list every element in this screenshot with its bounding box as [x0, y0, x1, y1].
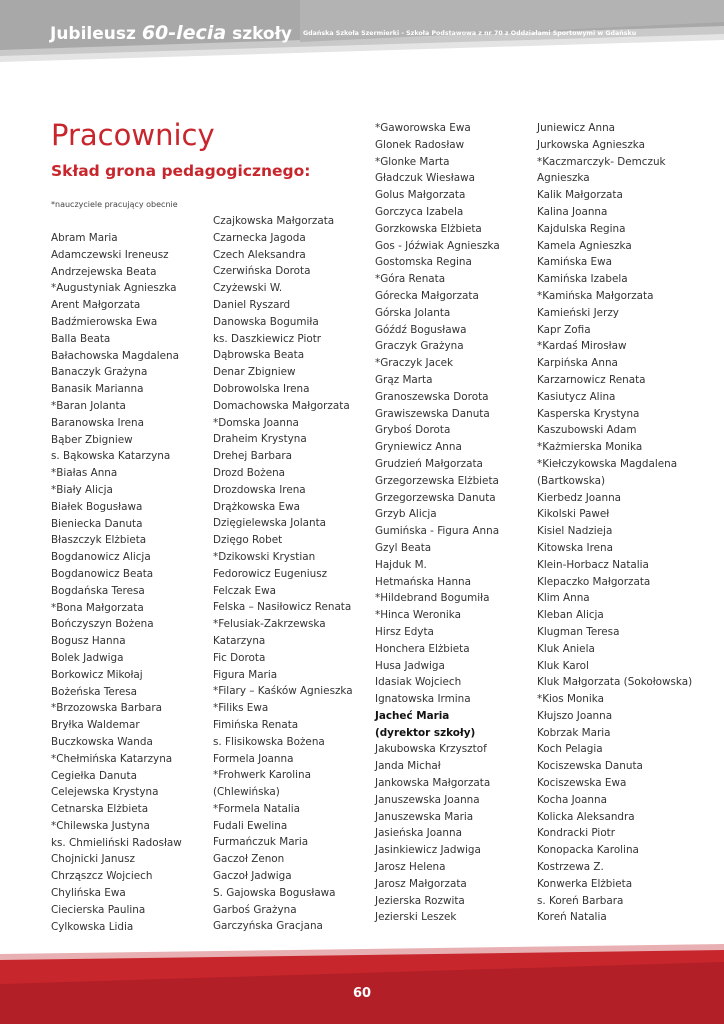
staff-name: Garczyńska Gracjana [213, 920, 323, 933]
staff-name: Draheim Krystyna [213, 433, 307, 446]
staff-name: *Kamińska Małgorzata [537, 289, 654, 302]
staff-name: *Graczyk Jacek [375, 357, 454, 370]
staff-name: Konopacka Karolina [537, 844, 639, 857]
staff-name: Kostrzewa Z. [537, 861, 604, 874]
staff-name: Kisiel Nadzieja [537, 525, 613, 538]
staff-name: Kobrzak Maria [537, 726, 611, 739]
staff-name: Grudzień Małgorzata [375, 457, 483, 470]
staff-name: *Kaczmarczyk- Demczuk [537, 155, 666, 168]
staff-name: Dąbrowska Beata [213, 349, 305, 362]
staff-name: *Hildebrand Bogumiła [375, 592, 490, 605]
staff-name: *Filary – Kaśków Agnieszka [213, 685, 353, 698]
staff-name: Gładczuk Wiesława [375, 172, 475, 185]
staff-name: Kasiutycz Alina [537, 390, 616, 403]
staff-name: Cegiełka Danuta [51, 769, 137, 782]
staff-name: Koreń Natalia [537, 911, 607, 924]
staff-name: Jarosz Małgorzata [375, 877, 467, 890]
staff-name: *Bona Małgorzata [51, 601, 144, 614]
staff-name: Andrzejewska Beata [51, 265, 157, 278]
staff-name: Kluk Karol [537, 659, 589, 672]
staff-name: Grzegorzewska Elżbieta [375, 474, 499, 487]
staff-name: Karpińska Anna [537, 357, 618, 370]
header-band [0, 0, 724, 78]
staff-name: Bożeńska Teresa [51, 685, 138, 698]
staff-name: Bryłka Waldemar [51, 719, 140, 732]
staff-name: Czech Aleksandra [213, 248, 306, 261]
staff-name: Kleban Alicja [537, 609, 604, 622]
staff-name: Kocha Joanna [537, 793, 607, 806]
staff-name: *Domska Joanna [213, 416, 299, 429]
staff-name: *Baran Jolanta [51, 399, 126, 412]
staff-name: Baranowska Irena [51, 416, 144, 429]
staff-name: *Białas Anna [51, 467, 118, 480]
staff-name: Denar Zbigniew [213, 366, 296, 379]
footer-background [0, 944, 724, 1024]
staff-name: Furmańczuk Maria [213, 836, 309, 849]
staff-name: *Formela Natalia [213, 802, 301, 815]
staff-name: Górecka Małgorzata [375, 289, 479, 302]
staff-name: Koch Pelagia [537, 743, 603, 756]
staff-name: Kapr Zofia [537, 323, 591, 336]
staff-name: Ciecierska Paulina [51, 903, 146, 916]
staff-name: Felczak Ewa [213, 584, 276, 597]
staff-name: *Frohwerk Karolina [213, 769, 312, 782]
staff-name: Kalik Małgorzata [537, 189, 623, 202]
staff-name: Dzięgo Robet [213, 534, 283, 547]
staff-name: Formela Joanna [213, 752, 294, 765]
staff-name: *Biały Alicja [51, 483, 113, 496]
staff-name: Bolek Jadwiga [51, 651, 124, 664]
staff-name: Czerwińska Dorota [213, 265, 311, 278]
staff-name: Glonek Radosław [375, 138, 465, 151]
staff-name: Balla Beata [51, 332, 111, 345]
staff-name: Gryboś Dorota [375, 424, 451, 437]
staff-name: Kolicka Aleksandra [537, 810, 635, 823]
staff-name: Hajduk M. [375, 558, 427, 571]
staff-name: Januszewska Joanna [375, 793, 480, 806]
staff-name: Gos - Jóźwiak Agnieszka [375, 239, 500, 252]
staff-name: Drozdowska Irena [213, 483, 306, 496]
staff-name: Jasieńska Joanna [375, 827, 462, 840]
header-title-emphasis: 60-lecia [141, 22, 227, 44]
staff-name: Bogdanowicz Beata [51, 567, 154, 580]
staff-name: Grzegorzewska Danuta [375, 491, 496, 504]
staff-name: Celejewska Krystyna [51, 786, 159, 799]
staff-name: Karzarnowicz Renata [537, 373, 646, 386]
staff-name: *Chełmińska Katarzyna [51, 752, 173, 765]
header-subtitle: Gdańska Szkoła Szermierki - Szkoła Podstawowa z nr 70 z Oddziałami Sportowymi w Gdańsku [303, 30, 637, 37]
staff-name: *Dzikowski Krystian [213, 550, 316, 563]
staff-name: Kitowska Irena [537, 541, 614, 554]
staff-name: Bieniecka Danuta [51, 517, 143, 530]
staff-name: Domachowska Małgorzata [213, 399, 350, 412]
staff-name: Grawiszewska Danuta [375, 407, 490, 420]
staff-column-4 [537, 120, 692, 926]
staff-name: Hirsz Edyta [375, 625, 434, 638]
staff-name: Bończyszyn Bożena [51, 618, 154, 631]
staff-name: Bałachowska Magdalena [51, 349, 180, 362]
staff-name: Białek Bogusława [51, 500, 143, 513]
staff-name: Gzyl Beata [375, 541, 432, 554]
staff-name: Golus Małgorzata [375, 189, 466, 202]
staff-name: Buczkowska Wanda [51, 735, 153, 748]
staff-name: *Filiks Ewa [213, 702, 269, 715]
staff-name: Agnieszka [537, 172, 590, 185]
staff-name: Klepaczko Małgorzata [537, 575, 651, 588]
staff-name: Husa Jadwiga [375, 659, 445, 672]
staff-name: *Chilewska Justyna [51, 819, 150, 832]
staff-name: ks. Chmieliński Radosław [51, 836, 182, 849]
staff-name: Kociszewska Danuta [537, 760, 643, 773]
staff-name: Kierbedz Joanna [537, 491, 622, 504]
staff-name: Adamczewski Ireneusz [51, 248, 169, 261]
staff-name: (Bartkowska) [537, 474, 606, 487]
staff-name: Bogdańska Teresa [51, 584, 145, 597]
staff-name: Kamińska Izabela [537, 273, 628, 286]
staff-name: Cetnarska Elżbieta [51, 803, 149, 816]
staff-name: Czarnecka Jagoda [213, 231, 306, 244]
page-title: Pracownicy [51, 118, 215, 152]
page-number: 60 [352, 986, 372, 1001]
staff-name: Gorczyca Izabela [375, 205, 464, 218]
staff-name: Gorzkowska Elżbieta [375, 222, 482, 235]
staff-name: Bogdanowicz Alicja [51, 551, 151, 564]
staff-name: (Chlewińska) [213, 786, 280, 799]
staff-name: Jankowska Małgorzata [375, 777, 491, 790]
staff-name: *Augustyniak Agnieszka [51, 282, 177, 295]
staff-name: s. Flisikowska Bożena [213, 735, 325, 748]
staff-name: Jasinkiewicz Jadwiga [375, 844, 481, 857]
staff-name: Jezierska Rozwita [375, 894, 465, 907]
staff-name: Jurkowska Agnieszka [537, 138, 645, 151]
staff-name: Grąz Marta [375, 373, 433, 386]
staff-name: Garboś Grażyna [213, 903, 297, 916]
staff-name: Bogusz Hanna [51, 635, 126, 648]
header-title: Jubileusz 60-lecia szkoły [50, 22, 293, 44]
staff-name: Górska Jolanta [375, 306, 451, 319]
staff-name: ks. Daszkiewicz Piotr [213, 332, 322, 345]
staff-name: S. Gajowska Bogusława [213, 886, 336, 899]
staff-name: Kikolski Paweł [537, 508, 610, 521]
staff-name: Fic Dorota [213, 651, 266, 664]
staff-name: Jarosz Helena [375, 861, 446, 874]
staff-name: Fedorowicz Eugeniusz [213, 567, 328, 580]
staff-name: s. Bąkowska Katarzyna [51, 450, 171, 463]
staff-name: Honchera Elżbieta [375, 642, 470, 655]
staff-name: Czyżewski W. [213, 282, 283, 295]
staff-name: Jacheć Maria [375, 709, 450, 722]
staff-name: Juniewicz Anna [537, 122, 616, 134]
staff-name: Borkowicz Mikołaj [51, 668, 143, 681]
staff-name: Felska – Nasiłowicz Renata [213, 601, 352, 614]
staff-name: Kajdulska Regina [537, 222, 626, 235]
staff-name: Fimińska Renata [213, 718, 299, 731]
staff-name: Chojnicki Janusz [51, 853, 135, 866]
staff-name: Kamińska Ewa [537, 256, 612, 269]
staff-name: Kaszubowski Adam [537, 424, 637, 437]
staff-name: Figura Maria [213, 668, 278, 681]
staff-name: Błaszczyk Elżbieta [51, 534, 147, 547]
staff-name: *Felusiak-Zakrzewska [213, 618, 326, 631]
staff-name: *Góra Renata [375, 273, 446, 286]
staff-name: Klugman Teresa [537, 625, 620, 638]
staff-name: Klim Anna [537, 592, 590, 605]
staff-name: Gumińska - Figura Anna [375, 525, 500, 538]
staff-name: Katarzyna [213, 634, 266, 647]
staff-name: Janda Michał [375, 760, 441, 773]
staff-name: *Kardaś Mirosław [537, 340, 627, 353]
staff-name: Kasperska Krystyna [537, 407, 640, 420]
staff-name: Klein-Horbacz Natalia [537, 558, 649, 571]
staff-name: Kluk Aniela [537, 642, 595, 655]
staff-name: Gaczoł Zenon [213, 853, 285, 866]
staff-name: Drehej Barbara [213, 450, 292, 463]
staff-name: Banaczyk Grażyna [51, 366, 148, 379]
staff-name: Drążkowska Ewa [213, 500, 300, 513]
staff-column-1 [51, 230, 182, 935]
staff-name: Bąber Zbigniew [51, 433, 133, 446]
staff-name: *Brzozowska Barbara [51, 702, 163, 715]
staff-name: Januszewska Maria [375, 810, 474, 823]
staff-name: Kamela Agnieszka [537, 239, 632, 252]
staff-name: Abram Maria [51, 232, 118, 244]
staff-name: Jezierski Leszek [375, 911, 457, 924]
staff-name: Chrząszcz Wojciech [51, 870, 153, 883]
staff-name: (dyrektor szkoły) [375, 726, 476, 739]
staff-name: Grzyb Alicja [375, 508, 437, 521]
footer-band [0, 944, 724, 1024]
staff-name: Banasik Marianna [51, 383, 144, 396]
staff-name: Daniel Ryszard [213, 298, 291, 311]
staff-name: Czajkowska Małgorzata [213, 215, 335, 227]
staff-name: Cylkowska Lidia [51, 920, 134, 933]
staff-name: Graczyk Grażyna [375, 340, 464, 353]
staff-name: *Gaworowska Ewa [375, 122, 471, 134]
staff-name: Ignatowska Irmina [375, 693, 471, 706]
staff-name: Dobrowolska Irena [213, 382, 310, 395]
staff-name: Dzięgielewska Jolanta [213, 517, 327, 530]
staff-name: Konwerka Elżbieta [537, 877, 633, 890]
staff-name: *Kiełczykowska Magdalena [537, 457, 678, 470]
staff-column-3 [375, 120, 500, 926]
staff-name: Badźmierowska Ewa [51, 315, 158, 328]
staff-column-2 [213, 213, 353, 935]
footnote-current-teachers: *nauczyciele pracujący obecnie [51, 200, 178, 209]
staff-name: Fudali Ewelina [213, 819, 288, 832]
staff-name: s. Koreń Barbara [537, 894, 624, 907]
staff-name: Granoszewska Dorota [375, 390, 489, 403]
staff-name: Idasiak Wojciech [375, 676, 462, 689]
staff-name: Kociszewska Ewa [537, 777, 627, 790]
staff-name: Kalina Joanna [537, 205, 608, 218]
staff-name: *Kios Monika [537, 693, 604, 706]
section-title: Skład grona pedagogicznego: [51, 162, 311, 180]
staff-name: Drozd Bożena [213, 466, 286, 479]
staff-name: Kamieński Jerzy [537, 306, 619, 319]
staff-name: Jakubowska Krzysztof [375, 743, 487, 756]
staff-name: *Glonke Marta [375, 155, 450, 168]
staff-name: Kłujszo Joanna [537, 709, 613, 722]
staff-name: Hetmańska Hanna [375, 575, 471, 588]
staff-name: Chylińska Ewa [51, 887, 126, 900]
staff-name: Danowska Bogumiła [213, 315, 319, 328]
staff-name: Gryniewicz Anna [375, 441, 462, 454]
staff-name: Góźdź Bogusława [375, 323, 467, 336]
staff-name: *Każmierska Monika [537, 441, 643, 454]
staff-name: Arent Małgorzata [51, 299, 141, 312]
staff-name: Kondracki Piotr [537, 827, 616, 840]
staff-name: *Hinca Weronika [375, 609, 461, 622]
staff-name: Gaczoł Jadwiga [213, 870, 292, 883]
staff-name: Gostomska Regina [375, 256, 472, 269]
staff-name: Kluk Małgorzata (Sokołowska) [537, 676, 693, 689]
